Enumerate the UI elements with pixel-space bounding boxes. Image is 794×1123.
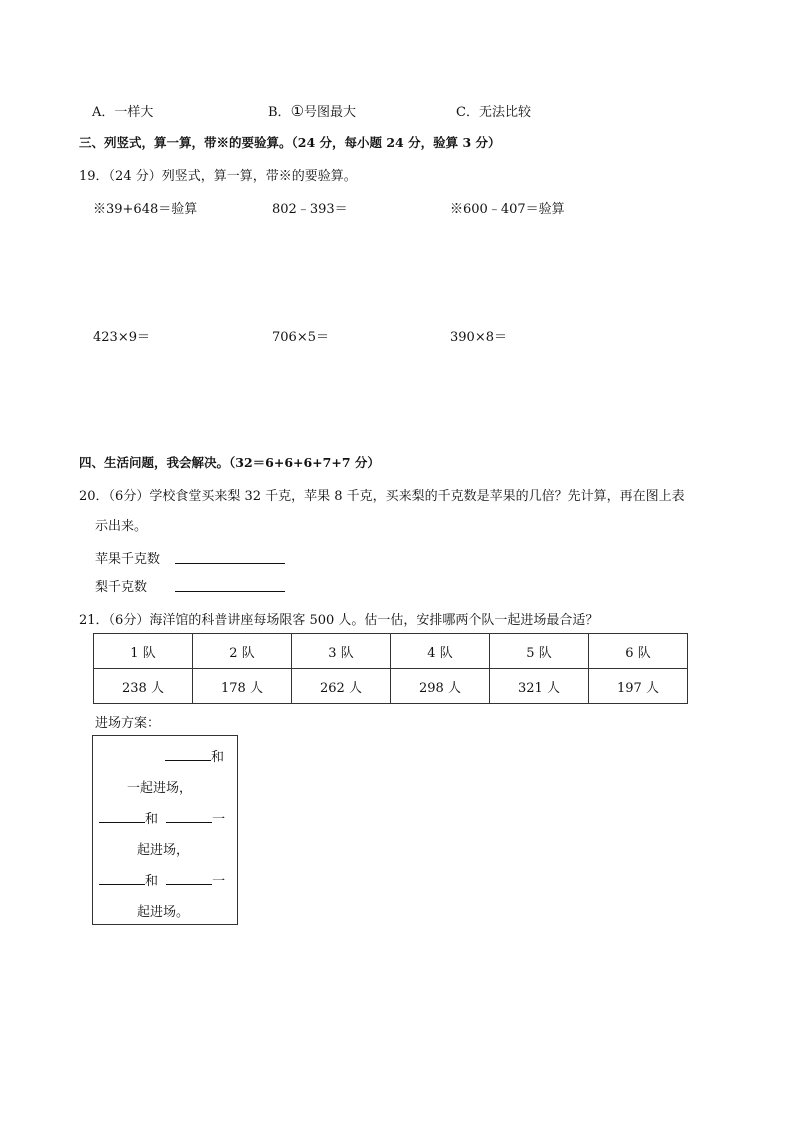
option-b	[268, 101, 356, 120]
option-c: C．无法比较	[456, 105, 531, 120]
team-cell: 5 队	[490, 634, 589, 669]
he-text: 和	[145, 874, 159, 889]
team-cell: 4 队	[391, 634, 490, 669]
section3-heading: 三、列竖式，算一算，带※的要验算。（24 分，每小题 24 分，验算 3 分）	[79, 135, 501, 150]
team-cell: 1 队	[94, 634, 193, 669]
q21-stem: 21．（6分）海洋馆的科普讲座每场限客 500 人。估一估，安排哪两个队一起进场最合适？	[79, 613, 599, 628]
q19-stem: 19．（24 分）列竖式，算一算，带※的要验算。	[79, 169, 357, 184]
plan-box	[92, 735, 238, 925]
pear-blank[interactable]	[175, 579, 285, 592]
team-cell: 2 队	[193, 634, 292, 669]
plan-line-1	[165, 746, 224, 765]
he-text: 和	[145, 812, 159, 827]
apple-label: 苹果千克数	[95, 552, 161, 567]
calc-6: 390×8＝	[450, 330, 507, 345]
circled-number: ①	[290, 102, 305, 120]
calc-1: ※39+648＝验算	[93, 202, 198, 217]
apple-blank[interactable]	[175, 551, 285, 564]
calc-3: ※600﹣407＝验算	[450, 202, 565, 217]
pear-label: 梨千克数	[95, 580, 148, 595]
option-a: A．一样大	[92, 105, 154, 120]
plan-label: 进场方案：	[95, 716, 161, 731]
count-cell: 197 人	[589, 669, 688, 704]
table-row	[94, 669, 688, 704]
count-cell: 178 人	[193, 669, 292, 704]
yi-text: 一	[212, 812, 226, 827]
section4-heading: 四、生活问题，我会解决。（32＝6+6+6+7+7 分）	[79, 455, 380, 470]
count-cell: 298 人	[391, 669, 490, 704]
table-row	[94, 634, 688, 669]
count-cell: 321 人	[490, 669, 589, 704]
answer-blank[interactable]	[99, 872, 145, 885]
answer-blank[interactable]	[165, 748, 211, 761]
team-table	[93, 633, 688, 704]
plan-line-6: 起进场。	[137, 905, 190, 920]
answer-blank[interactable]	[166, 872, 212, 885]
plan-line-4: 起进场，	[137, 843, 190, 858]
q20-line1: 20．（6分）学校食堂买来梨 32 千克，苹果 8 千克，买来梨的千克数是苹果的几倍？先计算，再在图上表	[79, 489, 685, 504]
count-cell: 238 人	[94, 669, 193, 704]
answer-blank[interactable]	[166, 810, 212, 823]
count-cell: 262 人	[292, 669, 391, 704]
plan-line-2: 一起进场，	[127, 781, 193, 796]
he-text: 和	[211, 750, 225, 765]
calc-2: 802﹣393＝	[272, 202, 348, 217]
calc-5: 706×5＝	[272, 330, 329, 345]
plan-line-3	[99, 808, 225, 827]
answer-blank[interactable]	[99, 810, 145, 823]
option-b-text: 号图最大	[304, 105, 357, 120]
option-b-prefix: B．	[268, 105, 291, 120]
yi-text: 一	[212, 874, 226, 889]
team-cell: 6 队	[589, 634, 688, 669]
calc-4: 423×9＝	[93, 330, 150, 345]
team-cell: 3 队	[292, 634, 391, 669]
plan-line-5	[99, 870, 225, 889]
q20-line2: 示出来。	[95, 519, 148, 534]
